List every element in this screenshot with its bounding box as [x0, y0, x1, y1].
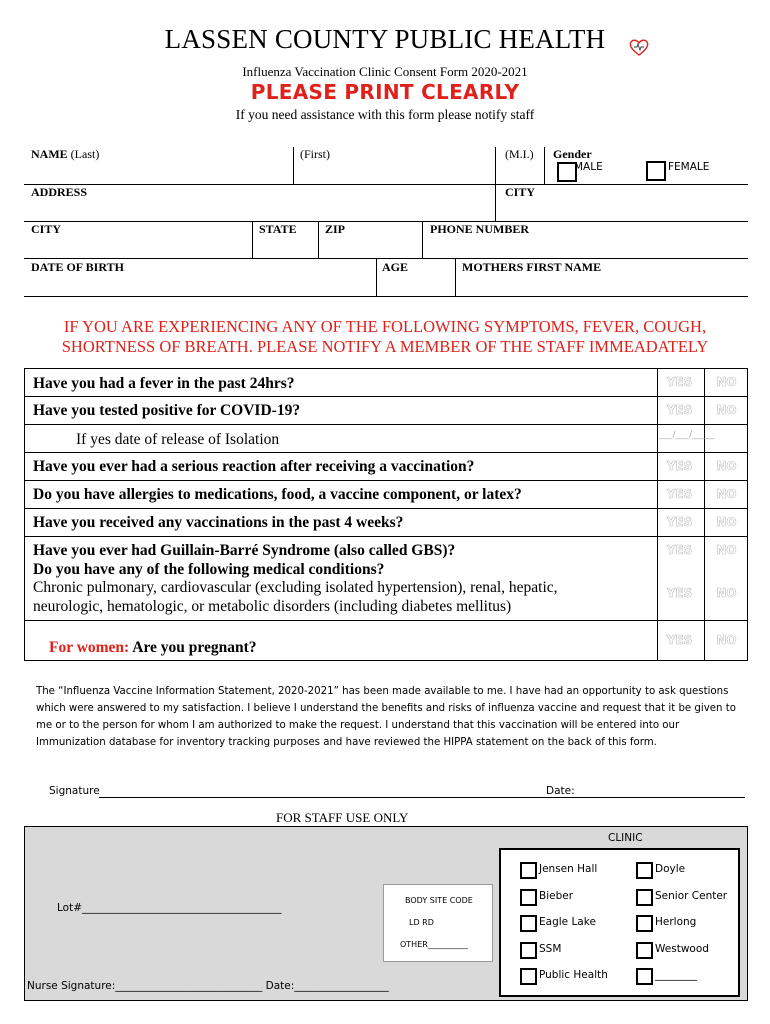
name-last-input[interactable] — [24, 160, 294, 182]
question-conditions-title: Do you have any of the following medical conditions? — [33, 561, 385, 578]
phone-label: PHONE NUMBER — [430, 222, 529, 236]
clinic-label-doyle: Doyle — [655, 863, 686, 875]
question-row-covid — [25, 397, 747, 425]
allergies-yes-option[interactable]: YES — [666, 487, 693, 501]
consent-statement: The “Influenza Vaccine Information Statement, 2020-2021” has been made available to me. I have had an opportunity to ask questions which were answered to my satisfaction. I believe I understand the benefits and risks of influenza vaccine and request that it be given to me or to the person for whom I am authorized to make the request. I understand that this vaccination will be entered into our Immunization database for inventory tracking purposes and have reviewed the HIPPA statement on the back of this form. — [36, 686, 736, 748]
city-label: CITY — [31, 222, 62, 236]
address-input[interactable] — [24, 199, 492, 220]
question-row-vaccinations — [25, 509, 747, 537]
state-input[interactable] — [254, 237, 316, 257]
clinic-selection-box — [499, 848, 740, 997]
age-label: AGE — [382, 260, 409, 274]
clinic-checkbox-eagle-lake[interactable] — [520, 915, 537, 932]
clinic-checkbox-senior-center[interactable] — [636, 889, 653, 906]
body-site-label: BODY SITE CODE — [405, 896, 473, 905]
isolation-date-input[interactable]: ___/___/_____ — [659, 430, 715, 440]
signature-input[interactable] — [99, 780, 539, 796]
question-conditions-line2: neurologic, hematologic, or metabolic disorders (including diabetes mellitus) — [33, 598, 512, 615]
address-label: ADDRESS — [31, 185, 88, 199]
form-title: LASSEN COUNTY PUBLIC HEALTH — [164, 24, 606, 54]
zip-label: ZIP — [325, 222, 346, 236]
age-input[interactable] — [378, 275, 453, 295]
question-reaction: Have you ever had a serious reaction after receiving a vaccination? — [33, 458, 475, 475]
print-clearly-heading: PLEASE PRINT CLEARLY — [250, 80, 520, 104]
mother-name-input[interactable] — [457, 275, 746, 295]
clinic-label-public-health: Public Health — [539, 969, 608, 981]
first-name-input[interactable] — [297, 160, 492, 182]
date-input[interactable] — [580, 780, 745, 796]
form-subtitle: Influenza Vaccination Clinic Consent Form 2020-2021 — [242, 64, 528, 79]
clinic-label-senior-center: Senior Center — [655, 890, 728, 902]
clinic-label-other: ________ — [655, 969, 697, 981]
screening-questions-table — [24, 368, 748, 661]
question-row-isolation — [25, 425, 747, 453]
fever-no-option[interactable]: NO — [716, 375, 737, 389]
question-row-gbs-conditions — [25, 537, 747, 621]
middle-initial-label: (M.I.) — [505, 147, 534, 161]
question-conditions-line1: Chronic pulmonary, cardiovascular (excluding isolated hypertension), renal, hepatic, — [33, 579, 558, 596]
reaction-yes-option[interactable]: YES — [666, 459, 693, 473]
clinic-label-eagle-lake: Eagle Lake — [539, 916, 596, 928]
male-label: MALE — [574, 161, 603, 173]
heart-logo-icon — [628, 36, 650, 58]
pregnant-text: Are you pregnant? — [132, 639, 257, 656]
clinic-checkbox-bieber[interactable] — [520, 889, 537, 906]
signature-label: Signature — [49, 785, 100, 797]
question-gbs: Have you ever had Guillain-Barré Syndrome (also called GBS)? — [33, 542, 456, 559]
state-label: STATE — [259, 222, 297, 236]
clinic-label-bieber: Bieber — [539, 890, 574, 902]
clinic-checkbox-ssm[interactable] — [520, 942, 537, 959]
question-allergies: Do you have allergies to medications, food, a vaccine component, or latex? — [33, 486, 522, 503]
clinic-checkbox-westwood[interactable] — [636, 942, 653, 959]
nurse-signature-field[interactable]: Nurse Signature:____________________________ Date:__________________ — [27, 980, 389, 992]
clinic-label-westwood: Westwood — [655, 943, 709, 955]
ld-rd-option[interactable]: LD RD — [409, 918, 434, 927]
vaccinations-no-option[interactable]: NO — [716, 515, 737, 529]
conditions-no-option[interactable]: NO — [716, 586, 737, 600]
clinic-checkbox-herlong[interactable] — [636, 915, 653, 932]
staff-use-heading: FOR STAFF USE ONLY — [276, 810, 409, 825]
fever-yes-option[interactable]: YES — [666, 375, 693, 389]
clinic-checkbox-public-health[interactable] — [520, 968, 537, 985]
date-label: Date: — [546, 785, 575, 797]
allergies-no-option[interactable]: NO — [716, 487, 737, 501]
clinic-checkbox-doyle[interactable] — [636, 862, 653, 879]
gender-label: Gender — [553, 147, 592, 161]
clinic-label-ssm: SSM — [539, 943, 562, 955]
question-pregnant — [49, 639, 257, 657]
conditions-yes-option[interactable]: YES — [666, 586, 693, 600]
female-label: FEMALE — [668, 161, 710, 173]
symptom-warning-line2: SHORTNESS OF BREATH. PLEASE NOTIFY A MEMBER OF THE STAFF IMMEADATELY — [61, 337, 709, 356]
symptom-warning-line1: IF YOU ARE EXPERIENCING ANY OF THE FOLLOWING SYMPTOMS, FEVER, COUGH, — [63, 317, 707, 336]
pregnant-no-option[interactable]: NO — [716, 633, 737, 647]
female-checkbox[interactable] — [646, 161, 666, 181]
lot-number-field[interactable]: Lot#______________________________________ — [57, 902, 282, 914]
question-covid: Have you tested positive for COVID-19? — [33, 402, 301, 419]
clinic-label-jensen-hall: Jensen Hall — [539, 863, 598, 875]
vaccinations-yes-option[interactable]: YES — [666, 515, 693, 529]
mother-name-label: MOTHERS FIRST NAME — [462, 260, 602, 274]
women-prefix: For women: — [49, 639, 130, 656]
name-last-label: NAME (Last) — [31, 147, 100, 161]
assistance-note: If you need assistance with this form please notify staff — [235, 107, 535, 122]
gbs-yes-option[interactable]: YES — [666, 543, 693, 557]
first-name-label: (First) — [300, 147, 330, 161]
phone-input[interactable] — [424, 237, 746, 257]
body-site-code-box — [383, 884, 493, 962]
pregnant-yes-option[interactable]: YES — [666, 633, 693, 647]
clinic-heading: CLINIC — [608, 832, 643, 844]
question-row-pregnant — [25, 621, 747, 660]
clinic-label-herlong: Herlong — [655, 916, 697, 928]
reaction-no-option[interactable]: NO — [716, 459, 737, 473]
clinic-checkbox-jensen-hall[interactable] — [520, 862, 537, 879]
question-isolation-date: If yes date of release of Isolation — [76, 431, 280, 448]
city-top-input[interactable] — [498, 199, 746, 220]
other-site-field[interactable]: OTHER__________ — [400, 940, 468, 949]
dob-label: DATE OF BIRTH — [31, 260, 124, 274]
middle-initial-input[interactable] — [498, 160, 542, 182]
question-fever: Have you had a fever in the past 24hrs? — [33, 375, 295, 392]
question-row-reaction — [25, 453, 747, 481]
city-top-label: CITY — [505, 185, 536, 199]
zip-input[interactable] — [320, 237, 420, 257]
covid-no-option[interactable]: NO — [716, 403, 737, 417]
clinic-checkbox-other[interactable] — [636, 968, 653, 985]
question-vaccinations: Have you received any vaccinations in the past 4 weeks? — [33, 514, 404, 531]
covid-yes-option[interactable]: YES — [666, 403, 693, 417]
question-row-fever — [25, 369, 747, 397]
city-input[interactable] — [24, 237, 250, 257]
question-row-allergies — [25, 481, 747, 509]
dob-input[interactable] — [24, 275, 374, 295]
gbs-no-option[interactable]: NO — [716, 543, 737, 557]
